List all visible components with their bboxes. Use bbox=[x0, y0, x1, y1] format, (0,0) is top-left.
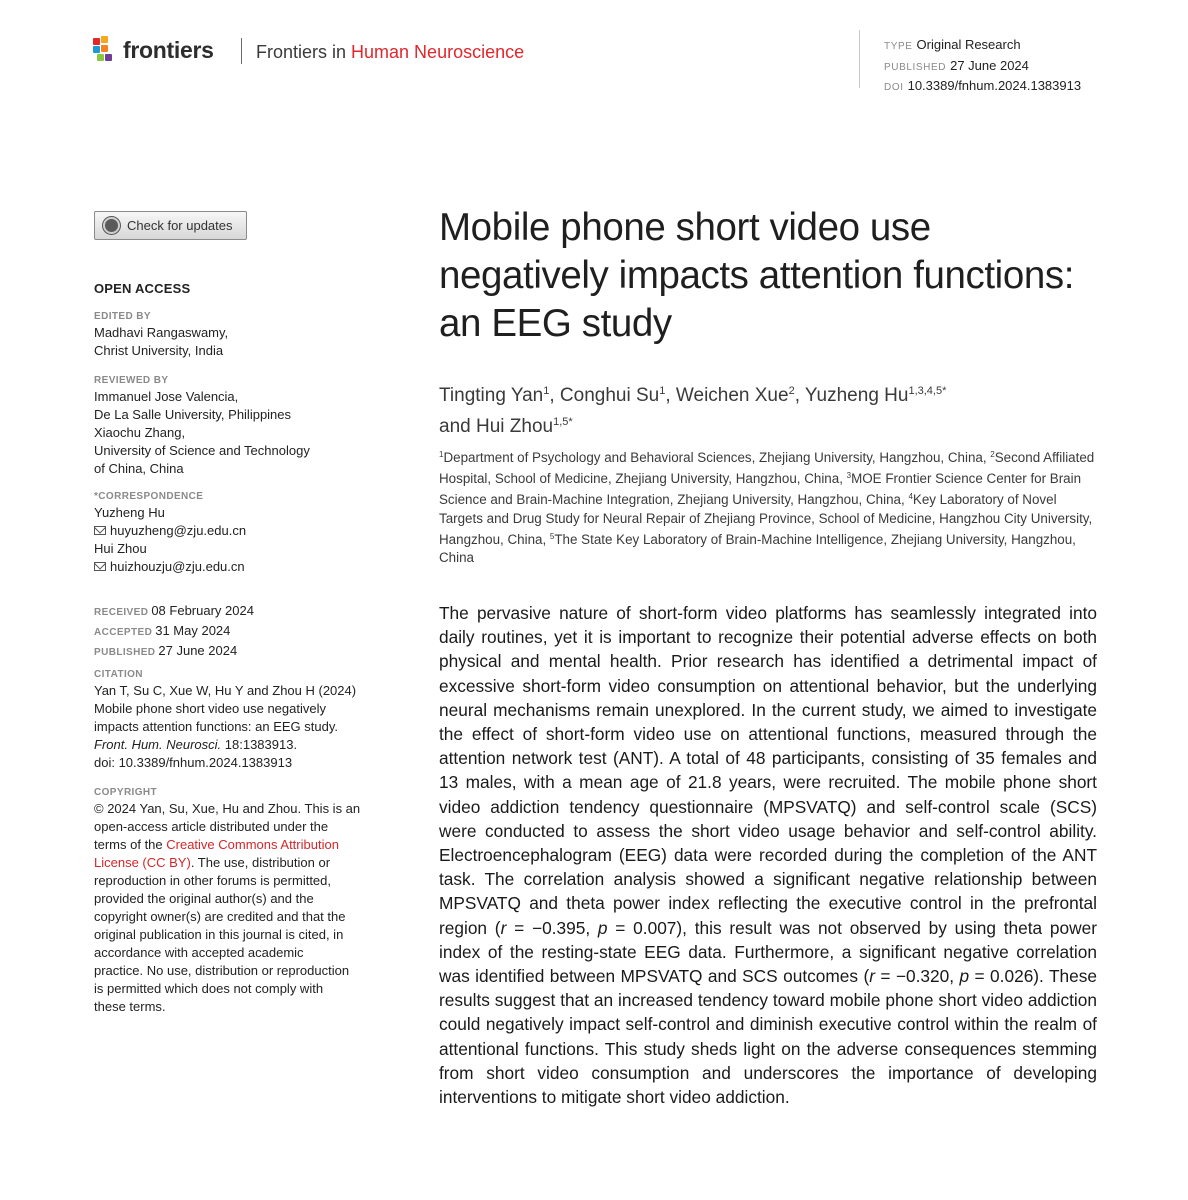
correspondent-email-row[interactable] bbox=[94, 558, 394, 576]
abstract-text: = 0.026). These results suggest that an increased tendency toward mobile phone short video addiction could negatively impact self-control and diminish executive control within the realm of attentional functions. This study sheds light on the adverse consequences stemming from short video consumption and underscores the importance of developing interventions to mitigate short video addiction. bbox=[439, 966, 1097, 1108]
page-header bbox=[0, 0, 1188, 100]
reviewer-line: of China, China bbox=[94, 461, 184, 476]
check-updates-label: Check for updates bbox=[127, 218, 233, 233]
copyright-line: accordance with accepted academic bbox=[94, 945, 304, 960]
copyright-line bbox=[94, 836, 394, 854]
citation-line: Mobile phone short video use negatively bbox=[94, 701, 326, 716]
copyright-line: copyright owner(s) are credited and that the bbox=[94, 909, 346, 924]
abstract-statistic-symbol: r bbox=[869, 966, 875, 987]
author-affiliation-marker: 1 bbox=[659, 385, 666, 397]
cc-license-link[interactable]: License (CC BY) bbox=[94, 855, 191, 870]
abstract-statistic-symbol: p bbox=[959, 966, 970, 987]
journal-title: Human Neuroscience bbox=[351, 42, 525, 62]
edited-by-label: EDITED BY bbox=[94, 311, 151, 322]
affiliation-text: MOE Frontier Science Center for Brain Science and Brain-Machine Integration, Zhejiang University, Hangzhou, China, bbox=[439, 471, 1082, 508]
affiliation-marker: 4 bbox=[908, 492, 913, 502]
frontiers-logo[interactable] bbox=[93, 36, 214, 64]
journal-prefix: Frontiers in bbox=[256, 42, 352, 62]
author-name[interactable]: Weichen Xue bbox=[675, 385, 789, 406]
author-affiliation-marker: 1 bbox=[543, 385, 550, 397]
crossmark-icon bbox=[103, 217, 120, 234]
author-name[interactable]: Yuzheng Hu bbox=[804, 385, 909, 406]
correspondence-section bbox=[94, 490, 394, 576]
copyright-section bbox=[94, 786, 394, 1016]
check-for-updates-button[interactable] bbox=[94, 211, 247, 240]
citation-line: Yan T, Su C, Xue W, Hu Y and Zhou H (2024) bbox=[94, 683, 357, 698]
meta-published-key: PUBLISHED bbox=[884, 61, 947, 73]
email-icon bbox=[94, 526, 106, 535]
author-name[interactable]: Hui Zhou bbox=[475, 416, 554, 437]
received-key: RECEIVED bbox=[94, 607, 149, 618]
affiliation-text: The State Key Laboratory of Brain-Machine Intelligence, Zhejiang University, Hangzhou, China bbox=[439, 531, 1076, 566]
edited-by-section bbox=[94, 310, 394, 360]
affiliation-marker: 5 bbox=[549, 531, 555, 541]
article-meta bbox=[884, 36, 1081, 98]
abstract-text: = −0.395, bbox=[506, 917, 598, 938]
abstract bbox=[439, 601, 1097, 1109]
correspondent-name: Hui Zhou bbox=[94, 541, 147, 556]
article-title: Mobile phone short video use negatively impacts attention functions: an EEG study bbox=[439, 206, 1074, 345]
author-list: Tingting Yan$^1$, Conghui Su$^1$, Weichen Xue$^2$, Yuzheng $Hu^{1,3,4,5*}$ and Hui Zhou$^{1,5*}$ bbox=[439, 385, 947, 437]
affiliation-marker: 1 bbox=[439, 450, 444, 459]
author-affiliation-marker: 1,5* bbox=[553, 416, 573, 428]
published-key: PUBLISHED bbox=[94, 647, 156, 658]
copyright-text: . The use, distribution or bbox=[190, 855, 331, 870]
copyright-line: is permitted which does not comply with bbox=[94, 981, 324, 996]
reviewed-by-label: REVIEWED BY bbox=[94, 375, 169, 386]
email-icon bbox=[94, 562, 106, 571]
correspondent-email-row[interactable] bbox=[94, 522, 394, 540]
affiliation-marker: 2 bbox=[990, 450, 995, 459]
affiliation-text: Second Affiliated Hospital, School of Medicine, Zhejiang University, Hangzhou, China, bbox=[439, 450, 1095, 487]
received-value: 08 February 2024 bbox=[151, 603, 254, 618]
abstract-text: = 0.007), this result was not observed by using theta power index of the resting-state EEG data. Furthermore, a significant negative correlation was identified between MPSVATQ and SCS outcomes ( bbox=[439, 917, 1097, 987]
copyright-line bbox=[94, 854, 394, 872]
abstract-statistic-symbol: r bbox=[500, 917, 507, 938]
cc-license-link[interactable]: Creative Commons Attribution bbox=[166, 837, 339, 852]
reviewer-line: University of Science and Technology bbox=[94, 443, 310, 458]
affiliation-marker: 3 bbox=[846, 471, 852, 481]
journal-name[interactable] bbox=[256, 42, 524, 63]
author-affiliation-marker: 2 bbox=[788, 385, 795, 397]
citation-line: impacts attention functions: an EEG study. bbox=[94, 719, 338, 734]
meta-type-key: TYPE bbox=[884, 41, 913, 52]
editor-name: Madhavi Rangaswamy, bbox=[94, 325, 229, 340]
logo-divider bbox=[241, 38, 242, 64]
citation-section bbox=[94, 668, 394, 772]
citation-volume: 18:1383913. bbox=[221, 737, 298, 752]
correspondent-email[interactable]: huyuzheng@zju.edu.cn bbox=[110, 523, 247, 538]
reviewed-by-section bbox=[94, 374, 394, 478]
copyright-line: © 2024 Yan, Su, Xue, Hu and Zhou. This is an bbox=[94, 801, 361, 816]
frontiers-logo-icon bbox=[93, 36, 117, 64]
copyright-line: practice. No use, distribution or reproduction bbox=[94, 963, 350, 978]
published-date bbox=[94, 642, 394, 662]
dates-section bbox=[94, 602, 394, 662]
meta-type bbox=[884, 36, 1081, 57]
abstract-text: = −0.320, bbox=[874, 966, 960, 987]
citation-label: CITATION bbox=[94, 669, 143, 680]
received-date bbox=[94, 602, 394, 622]
meta-type-value: Original Research bbox=[916, 37, 1021, 52]
copyright-line: reproduction in other forums is permitted, bbox=[94, 873, 331, 888]
accepted-date bbox=[94, 622, 394, 642]
copyright-line: provided the original author(s) and the bbox=[94, 891, 314, 906]
author-name[interactable]: Tingting Yan bbox=[439, 385, 544, 406]
citation-journal: Front. Hum. Neurosci. bbox=[94, 737, 222, 752]
brand-name: frontiers bbox=[123, 36, 214, 63]
correspondent-name: Yuzheng Hu bbox=[94, 505, 165, 520]
copyright-text: terms of the bbox=[94, 837, 167, 852]
copyright-line: open-access article distributed under the bbox=[94, 819, 329, 834]
affiliation-text: Department of Psychology and Behavioral Sciences, Zhejiang University, Hangzhou, China, bbox=[443, 450, 991, 465]
reviewer-line: De La Salle University, Philippines bbox=[94, 407, 292, 422]
affiliation-text: Key Laboratory of Novel Targets and Drug Study for Neural Repair of Zhejiang Province, School of Medicine, Hangzhou City University, Hangzhou, China, bbox=[439, 492, 1093, 547]
reviewer-line: Immanuel Jose Valencia, bbox=[94, 389, 239, 404]
accepted-value: 31 May 2024 bbox=[155, 623, 231, 638]
meta-doi-key: DOI bbox=[884, 82, 904, 93]
copyright-label: COPYRIGHT bbox=[94, 787, 158, 798]
correspondent-email[interactable]: huizhouzju@zju.edu.cn bbox=[110, 559, 245, 574]
correspondence-label: *CORRESPONDENCE bbox=[94, 491, 204, 502]
abstract-text: The pervasive nature of short-form video platforms has seamlessly integrated into daily routines, yet it is important to recognize their potential adverse effects on both physical and mental health. Prior research has identified a detrimental impact of excessive short-form video consumption on attentional behavior, but the underlying neural mechanisms remain unexplored. In the current study, we aimed to investigate the effect of short-form video use on attentional functions, measured through the attention network test (ANT). A total of 48 participants, consisting of 35 females and 13 males, with a mean age of 21.8 years, were recruited. The mobile phone short video addiction tendency questionnaire (MPSVATQ) and self-control scale (SCS) were conducted to assess the short video usage behavior and self-control ability. Electroencephalogram (EEG) data were recorded during the completion of the ANT task. The correlation analysis showed a significant negative relationship between MPSVATQ and theta power index reflecting the executive control in the prefrontal region ( bbox=[439, 603, 1097, 938]
citation-doi[interactable]: doi: 10.3389/fnhum.2024.1383913 bbox=[94, 755, 293, 770]
copyright-line: original publication in this journal is cited, in bbox=[94, 927, 344, 942]
meta-published bbox=[884, 57, 1081, 78]
copyright-line: these terms. bbox=[94, 999, 166, 1014]
abstract-statistic-symbol: p bbox=[597, 917, 608, 938]
meta-doi-value[interactable]: 10.3389/fnhum.2024.1383913 bbox=[907, 78, 1082, 93]
author-affiliation-marker: 1,3,4,5* bbox=[908, 385, 947, 397]
accepted-key: ACCEPTED bbox=[94, 627, 153, 638]
author-name[interactable]: Conghui Su bbox=[559, 385, 660, 406]
open-access-label: OPEN ACCESS bbox=[94, 281, 191, 296]
meta-doi bbox=[884, 77, 1081, 98]
meta-divider bbox=[859, 30, 860, 88]
reviewer-line: Xiaochu Zhang, bbox=[94, 425, 186, 440]
affiliations bbox=[439, 446, 1099, 567]
citation-journal-line bbox=[94, 736, 394, 754]
meta-published-value: 27 June 2024 bbox=[950, 57, 1029, 73]
editor-affiliation: Christ University, India bbox=[94, 343, 224, 358]
published-value: 27 June 2024 bbox=[158, 643, 238, 658]
